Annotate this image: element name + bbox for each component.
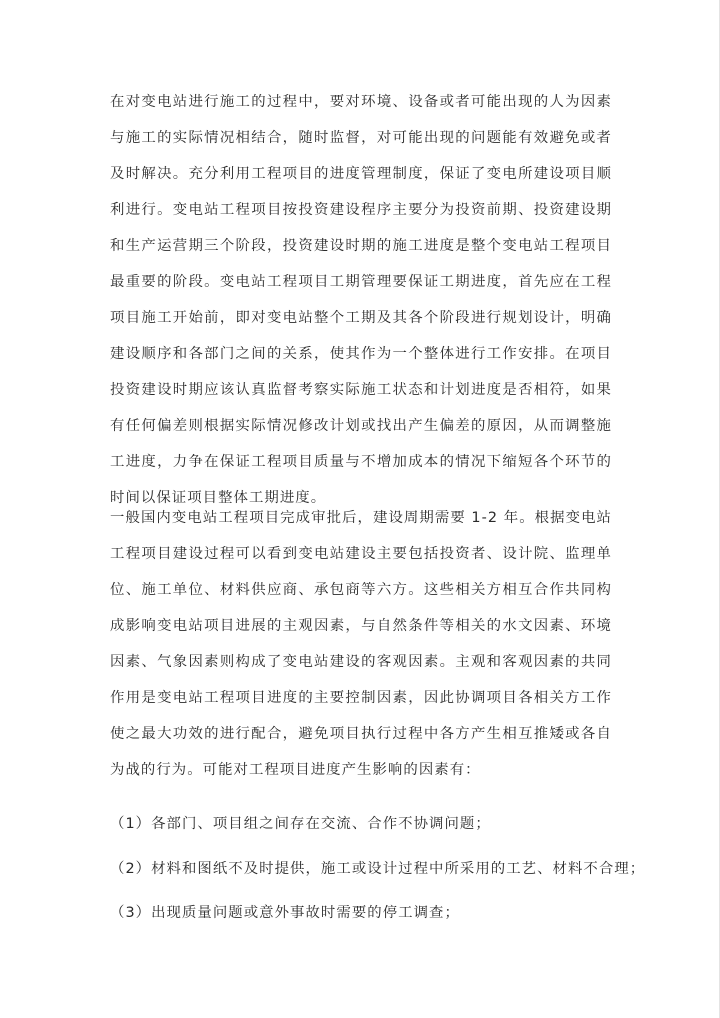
list-item-3: （3）出现质量问题或意外事故时需要的停工调查； — [110, 905, 460, 921]
paragraph-influencing-factors: 一般国内变电站工程项目完成审批后，建设周期需要 1-2 年。根据变电站工程项目建设过程可以看到变电站建设主要包括投资者、设计院、监理单位、施工单位、材料供应商、承包商等六方。这些相关方相互合作共同构成影响变电站项目进展的主观因素，与自然条件等相关的水文因素、环境因素、气象因素则构成了变电站建设的客观因素。主观和客观因素的共同作用是变电站工程项目进度的主要控制因素，因此协调项目各相关方工作使之最大功效的进行配合，避免项目执行过程中各方产生相互推矮或各自为战的行为。可能对工程项目进度产生影响的因素有： — [110, 510, 612, 778]
list-item-1: （1）各部门、项目组之间存在交流、合作不协调问题； — [110, 816, 491, 832]
paragraph-construction-progress: 在对变电站进行施工的过程中，要对环境、设备或者可能出现的人为因素与施工的实际情况相结合，随时监督，对可能出现的问题能有效避免或者及时解决。充分利用工程项目的进度管理制度，保证了变电所建设项目顺利进行。变电站工程项目按投资建设程序主要分为投资前期、投资建设期和生产运营期三个阶段，投资建设时期的施工进度是整个变电站工程项目最重要的阶段。变电站工程项目工期管理要保证工期进度，首先应在工程项目施工开始前，即对变电站整个工期及其各个阶段进行规划设计，明确建设顺序和各部门之间的关系，使其作为一个整体进行工作安排。在项目投资建设时期应该认真监督考察实际施工状态和计划进度是否相符，如果有任何偏差则根据实际情况修改计划或找出产生偏差的原因，从而调整施工进度，力争在保证工程项目质量与不增加成本的情况下缩短各个环节的时间以保证项目整体工期进度。 — [110, 94, 612, 506]
list-item-2: （2）材料和图纸不及时提供，施工或设计过程中所采用的工艺、材料不合理； — [110, 861, 646, 877]
